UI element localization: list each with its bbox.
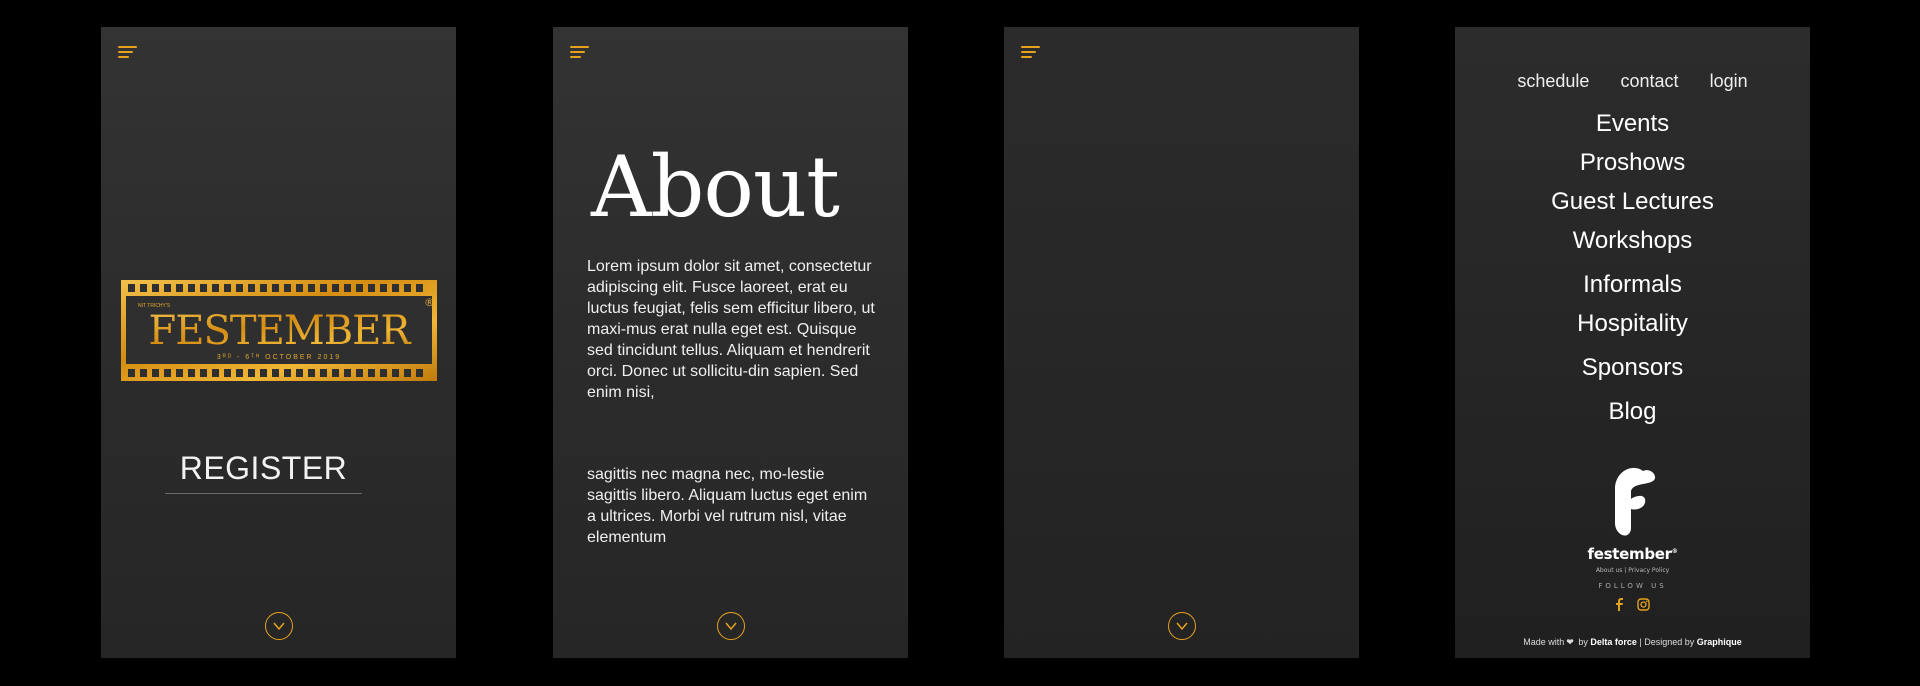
- heart-icon: ❤: [1566, 637, 1574, 647]
- developer-credit: Delta force: [1590, 637, 1637, 647]
- chevron-down-icon: [1174, 619, 1190, 633]
- brand-wordmark: [1455, 545, 1810, 563]
- logo-wordmark: FESTEMBER: [148, 308, 410, 354]
- scroll-down-button[interactable]: [717, 612, 745, 640]
- menu-item-guest-lectures[interactable]: Guest Lectures: [1551, 188, 1714, 215]
- nav-link-contact[interactable]: contact: [1620, 71, 1679, 91]
- instagram-icon[interactable]: [1637, 596, 1650, 615]
- hamburger-menu-icon[interactable]: [118, 46, 137, 62]
- nav-link-login[interactable]: login: [1709, 71, 1748, 91]
- nav-link-schedule[interactable]: schedule: [1517, 71, 1590, 91]
- logo-registered-mark: ®: [424, 296, 435, 309]
- home-screen: [101, 27, 456, 658]
- menu-item-sponsors[interactable]: Sponsors: [1581, 354, 1684, 381]
- scroll-down-button[interactable]: [1168, 612, 1196, 640]
- about-paragraph-2: sagittis nec magna nec, mo-lestie sagittis libero. Aliquam luctus eget enim a ultrices. Morbi vel rutrum nisl, vitae elementum: [587, 466, 868, 546]
- chevron-down-icon: [723, 619, 739, 633]
- menu-item-proshows[interactable]: Proshows: [1579, 149, 1686, 176]
- privacy-policy-link[interactable]: Privacy Policy: [1628, 567, 1670, 574]
- blank-screen: [1004, 27, 1359, 658]
- sub-link-separator: |: [1624, 567, 1627, 574]
- about-us-link[interactable]: About us: [1595, 567, 1623, 574]
- menu-item-events[interactable]: Events: [1595, 110, 1670, 137]
- facebook-icon[interactable]: [1615, 596, 1624, 615]
- page-title: About: [591, 138, 839, 236]
- brand-name: festember: [1587, 545, 1672, 563]
- about-paragraph-1: Lorem ipsum dolor sit amet, consectetur adipiscing elit. Fusce laoreet, erat eu luctus feugiat, felis sem efficitur libero, ut maxi-mus erat nulla eget est. Quisque sed tincidunt tellus. Aliquam et hendrerit orci. Donec ut sollicitu-din sapien. Sed enim nisi,: [587, 258, 875, 401]
- register-button[interactable]: REGISTER: [165, 447, 362, 494]
- about-screen: [553, 27, 908, 658]
- hamburger-menu-icon[interactable]: [1021, 46, 1040, 62]
- logo-dates: 3ᴿᴰ - 6ᵀᴴ OCTOBER 2019: [216, 354, 342, 361]
- made-with-text: Made with: [1523, 637, 1565, 647]
- menu-screen: [1455, 27, 1810, 658]
- festember-f-logo-icon: [1603, 465, 1661, 547]
- menu-item-informals[interactable]: Informals: [1583, 271, 1682, 298]
- menu-item-hospitality[interactable]: Hospitality: [1577, 310, 1688, 337]
- menu-item-workshops[interactable]: Workshops: [1572, 227, 1693, 254]
- social-links: [1455, 595, 1810, 615]
- scroll-down-button[interactable]: [265, 612, 293, 640]
- follow-us-label: FOLLOW US: [1598, 582, 1667, 590]
- designer-credit: Graphique: [1696, 637, 1742, 647]
- festember-logo: [121, 280, 437, 381]
- by-text: by: [1575, 637, 1591, 647]
- footer-sub-links: [1455, 567, 1810, 574]
- hamburger-menu-icon[interactable]: [570, 46, 589, 62]
- brand-registered-mark: ®: [1671, 548, 1678, 555]
- top-nav: [1455, 71, 1810, 92]
- footer-credit: [1455, 637, 1810, 648]
- designed-by-text: | Designed by: [1636, 637, 1697, 647]
- menu-item-blog[interactable]: Blog: [1608, 398, 1657, 425]
- chevron-down-icon: [271, 619, 287, 633]
- logo-tagline: NIT TRICHY'S: [138, 303, 171, 309]
